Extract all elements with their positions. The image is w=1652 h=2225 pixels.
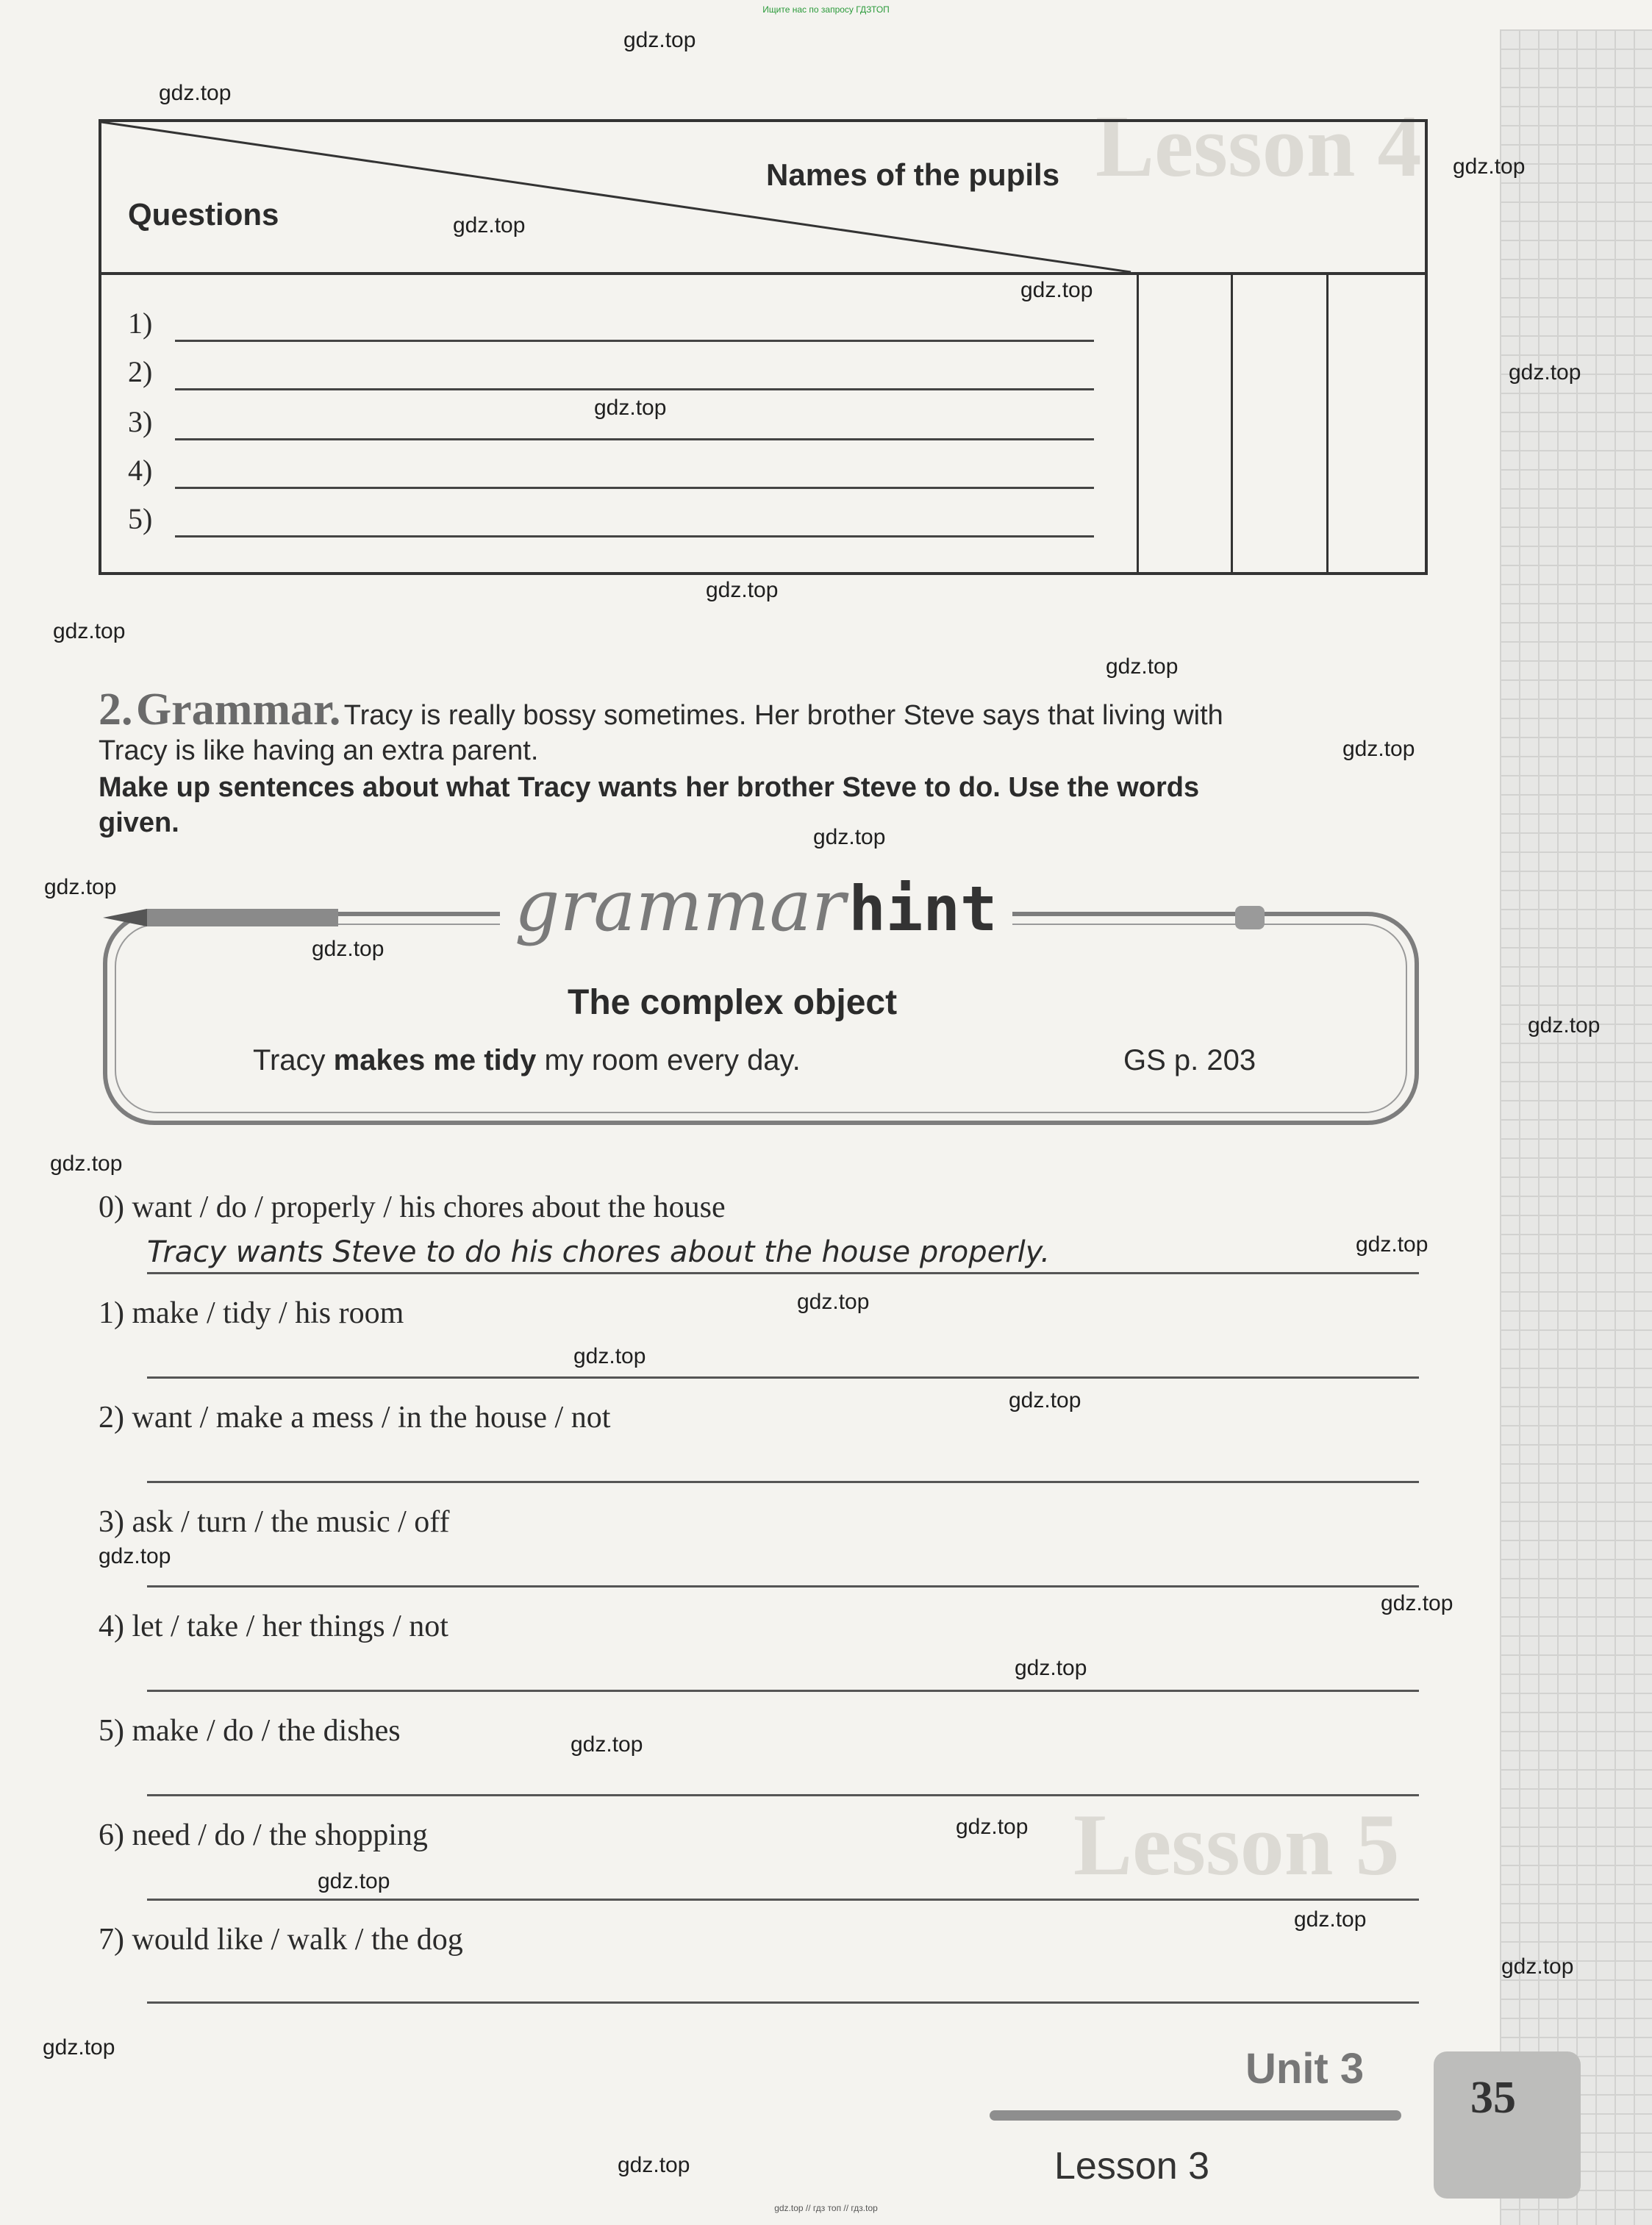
watermark-text: gdz.top xyxy=(1381,1591,1453,1615)
watermark-text: gdz.top xyxy=(1106,654,1179,679)
question-row-number: 5) xyxy=(128,502,153,535)
table-header-names: Names of the pupils xyxy=(766,157,1060,192)
bleed-through-lesson-5-heading: Lesson 5 xyxy=(1073,1796,1400,1893)
grammar-hint-word-grammar: grammar xyxy=(515,865,845,947)
watermark-text: gdz.top xyxy=(99,1544,171,1568)
footer-bar xyxy=(990,2110,1401,2121)
grammar-reference: GS p. 203 xyxy=(1123,1044,1256,1076)
watermark-text: gdz.top xyxy=(813,825,886,849)
question-row-number: 1) xyxy=(128,307,153,340)
watermark-text: gdz.top xyxy=(594,396,667,420)
watermark-text: gdz.top xyxy=(618,2153,690,2177)
question-3-line xyxy=(175,438,1094,440)
question-2-line xyxy=(175,388,1094,390)
watermark-text: gdz.top xyxy=(573,1344,646,1368)
question-1-line xyxy=(175,340,1094,342)
watermark-text: gdz.top xyxy=(1342,737,1415,761)
pupils-questions-table xyxy=(99,119,1428,575)
lesson-label: Lesson 3 xyxy=(1054,2145,1210,2188)
watermark-text: gdz.top xyxy=(956,1815,1029,1839)
table-column-divider xyxy=(1231,272,1233,572)
answer-line[interactable] xyxy=(147,1585,1419,1588)
watermark-text: gdz.top xyxy=(312,937,385,961)
watermark-text: gdz.top xyxy=(44,875,117,899)
watermark-text: gdz.top xyxy=(1015,1656,1087,1680)
answer-line[interactable] xyxy=(147,1899,1419,1901)
task-item: 2) want / make a mess / in the house / not xyxy=(99,1401,611,1435)
question-5-line xyxy=(175,535,1094,538)
question-row-number: 2) xyxy=(128,355,153,388)
watermark-text: gdz.top xyxy=(1020,278,1093,302)
watermark-text: gdz.top xyxy=(1356,1232,1428,1257)
task-item: 7) would like / walk / the dog xyxy=(99,1923,463,1957)
grammar-hint-banner xyxy=(500,865,1012,947)
watermark-text: gdz.top xyxy=(797,1290,870,1314)
answer-line[interactable] xyxy=(147,1690,1419,1692)
answer-line xyxy=(147,1272,1419,1274)
exercise-2-heading xyxy=(99,684,1429,736)
task-item: 6) need / do / the shopping xyxy=(99,1818,428,1852)
page-number: 35 xyxy=(1470,2073,1516,2123)
exercise-intro-line2: Tracy is like having an extra parent. xyxy=(99,735,539,766)
exercise-instruction-line2: given. xyxy=(99,807,179,838)
header-diagonal-line xyxy=(101,122,1425,272)
bottom-notice: gdz.top // гдз топ // гдз.top xyxy=(774,2203,878,2213)
grammar-hint-title: The complex object xyxy=(568,983,898,1022)
watermark-text: gdz.top xyxy=(623,28,696,52)
watermark-text: gdz.top xyxy=(318,1869,390,1893)
watermark-text: gdz.top xyxy=(1294,1907,1367,1932)
example-part: my room every day. xyxy=(536,1044,801,1076)
answer-line[interactable] xyxy=(147,1794,1419,1796)
unit-label: Unit 3 xyxy=(1245,2045,1365,2093)
watermark-text: gdz.top xyxy=(53,619,126,643)
answer-line[interactable] xyxy=(147,1481,1419,1483)
task-item: 1) make / tidy / his room xyxy=(99,1296,404,1330)
exercise-intro-line1: Tracy is really bossy sometimes. Her brother Steve says that living with xyxy=(343,700,1223,731)
top-search-notice: Ищите нас по запросу ГДЗТОП xyxy=(762,4,890,15)
watermark-text: gdz.top xyxy=(453,213,526,238)
exercise-instruction-line1: Make up sentences about what Tracy wants her brother Steve to do. Use the words xyxy=(99,772,1200,803)
watermark-text: gdz.top xyxy=(1009,1388,1081,1412)
bleed-through-lesson-4-heading: Lesson 4 xyxy=(1095,97,1422,195)
table-header xyxy=(101,122,1425,275)
question-row-number: 3) xyxy=(128,405,153,438)
watermark-text: gdz.top xyxy=(159,81,232,105)
example-highlight: makes me tidy xyxy=(333,1044,537,1076)
task-answer: Tracy wants Steve to do his chores about the house properly. xyxy=(147,1235,1051,1269)
watermark-text: gdz.top xyxy=(43,2035,115,2060)
task-item: 5) make / do / the dishes xyxy=(99,1714,401,1748)
watermark-text: gdz.top xyxy=(706,578,779,602)
task-item: 3) ask / turn / the music / off xyxy=(99,1505,450,1539)
watermark-text: gdz.top xyxy=(1509,360,1581,385)
watermark-text: gdz.top xyxy=(1528,1013,1601,1038)
task-item: 4) let / take / her things / not xyxy=(99,1610,448,1643)
grammar-hint-word-hint: hint xyxy=(848,873,998,945)
table-column-divider xyxy=(1326,272,1329,572)
task-item: 0) want / do / properly / his chores about the house xyxy=(99,1190,726,1224)
grammar-hint-example xyxy=(253,1044,801,1077)
table-header-questions: Questions xyxy=(128,197,279,232)
example-part: Tracy xyxy=(253,1044,334,1076)
answer-line[interactable] xyxy=(147,1376,1419,1379)
page-margin-grid xyxy=(1500,29,1652,2225)
table-column-divider xyxy=(1137,272,1139,572)
watermark-text: gdz.top xyxy=(571,1732,643,1757)
question-4-line xyxy=(175,487,1094,489)
question-row-number: 4) xyxy=(128,454,153,487)
watermark-text: gdz.top xyxy=(1501,1954,1574,1979)
exercise-number: 2. xyxy=(99,685,133,735)
exercise-title: Grammar. xyxy=(135,685,341,735)
watermark-text: gdz.top xyxy=(50,1151,123,1176)
watermark-text: gdz.top xyxy=(1453,154,1526,179)
answer-line[interactable] xyxy=(147,2001,1419,2004)
